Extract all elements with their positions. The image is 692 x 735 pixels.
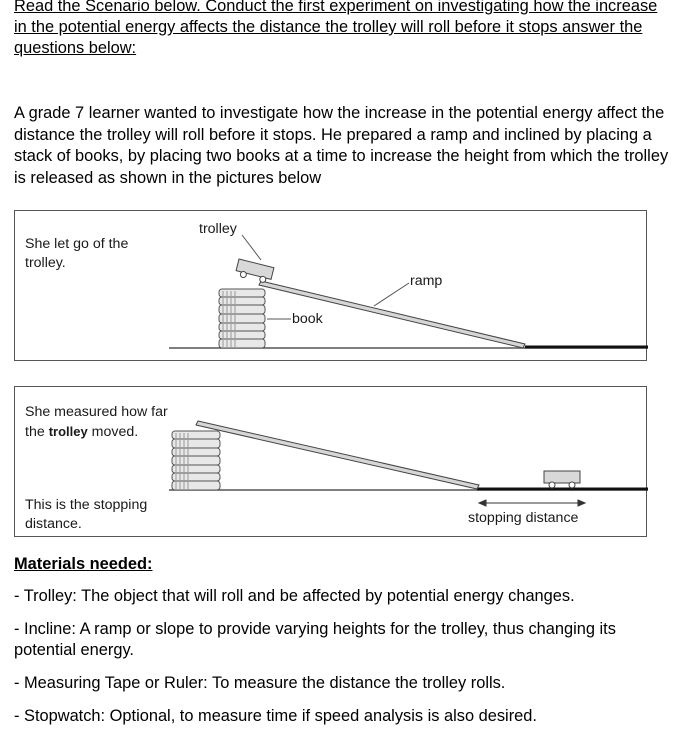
scenario-paragraph: A grade 7 learner wanted to investigate how the increase in the potential energy affect the distance the trolley will roll before it stops. He prepared a ramp and inclined by placing a stack of books, by placing two books at a time to increase the height from which the trolley is released as shown in the pictures below [14,104,669,187]
figure2-caption-post: moved. [91,424,139,440]
figure-measure-distance [14,386,647,537]
trolley-icon [235,259,274,284]
material-item-trolley: - Trolley: The object that will roll and be affected by potential energy changes. [14,587,575,605]
figure2-caption-bold: trolley [48,424,88,439]
figure2-caption-stopping: This is the stopping distance. [25,497,148,532]
intro-instructions: Read the Scenario below. Conduct the first experiment on investigating how the increase in the potential energy affects the distance the trolley will roll before it stops answer the questions below: [14,0,658,57]
material-item-stopwatch: - Stopwatch: Optional, to measure time if speed analysis is also desired. [14,707,537,725]
figure1-caption: She let go of the trolley. [25,236,129,271]
materials-title: Materials needed: [14,555,153,573]
label-stopping-distance: stopping distance [468,510,579,526]
ramp-pointer-line [374,283,409,306]
book-stack-icon [219,289,265,348]
figure2-caption [25,403,175,442]
figure2-caption-pre: She measured how far the [25,404,168,440]
label-trolley: trolley [199,221,237,237]
book-stack-icon [172,431,220,490]
figure-release-drawing [15,211,648,362]
trolley-icon [544,471,580,488]
material-item-incline: - Incline: A ramp or slope to provide varying heights for the trolley, thus changing its potential energy. [14,620,616,659]
material-item-measuring-tape: - Measuring Tape or Ruler: To measure the distance the trolley rolls. [14,674,506,692]
label-book: book [292,311,323,327]
label-ramp: ramp [410,273,443,289]
trolley-pointer-line [242,235,261,260]
ramp-shape [196,421,479,489]
stopping-distance-arrow-icon [479,500,585,506]
figure-release-trolley [14,210,647,361]
